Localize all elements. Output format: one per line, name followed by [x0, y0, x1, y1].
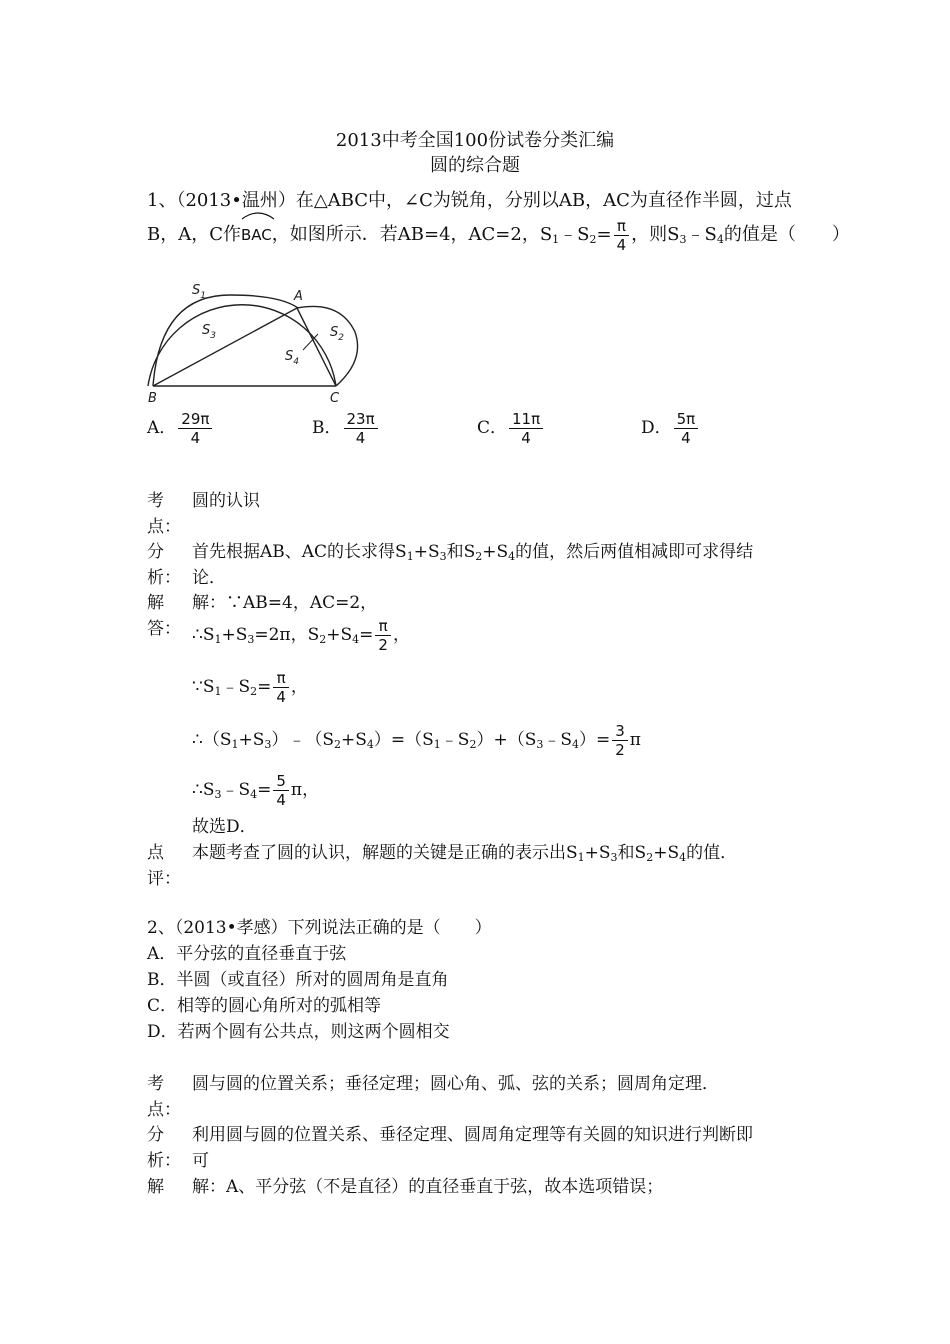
- q2-fenxi: 利用圆与圆的位置关系、垂径定理、圆周角定理等有关圆的知识进行判断即 可: [192, 1125, 753, 1171]
- label-c: C: [330, 391, 340, 406]
- q1-stem-line1: 1、（2013•温州）在△ABC中，∠C为锐角，分别以AB，AC为直径作半圆，过点: [147, 190, 792, 211]
- q1-option-d: D． $\frac{5\pi}{4}$: [641, 410, 700, 447]
- page-subtitle: 圆的综合题: [430, 155, 520, 176]
- q1-step1: 解：∵AB=4，AC=2，: [192, 593, 378, 613]
- page-title: 2013中考全国100份试卷分类汇编: [335, 130, 615, 151]
- label-a: A: [294, 289, 303, 304]
- q1-kaodian: 圆的认识: [192, 491, 260, 511]
- q1-step4: $\therefore(S_1+S_3)﹣(S_2+S_4)=(S_1﹣S_2)+(S_3﹣S_4)=$ $\frac{3}{2}$ π: [192, 722, 641, 759]
- q2-option-a: A．平分弦的直径垂直于弦: [147, 944, 347, 964]
- q1-option-a: A． $\frac{29\pi}{4}$: [147, 410, 214, 447]
- q1-step5: $\therefore S_3﹣S_4=$ $\frac{5}{4}$ π，: [192, 772, 320, 809]
- label-s2: $S_2$: [330, 325, 344, 343]
- q1-step6: 故选D．: [192, 817, 257, 837]
- label-s1: $S_1$: [192, 283, 206, 301]
- q1-stem-line2: B，A，C作 BAC，如图所示．若AB=4，AC=2，$S_1﹣S_2=$ $\frac{\pi}{4}$ ，则$S_3﹣S_4$的值是（ ）: [147, 216, 850, 254]
- q1-dianping: 本题考查了圆的认识，解题的关键是正确的表示出$S_1+S_3$和$S_2+S_4$的值．: [192, 843, 738, 864]
- q1-step2: $\therefore S_1+S_3=2\pi$，$S_2+S_4=$ $\frac{\pi}{2}$ ，: [192, 617, 410, 654]
- q1-dianping-label: 点 评：: [147, 843, 181, 889]
- arc-bac-symbol: BAC: [241, 216, 272, 250]
- q2-kaodian: 圆与圆的位置关系；垂径定理；圆心角、弧、弦的关系；圆周角定理．: [192, 1074, 719, 1094]
- label-s3: $S_3$: [202, 323, 216, 341]
- q2-fenxi-label: 分 析：: [147, 1125, 181, 1171]
- label-b: B: [148, 391, 157, 406]
- fraction-pi-over-4: $\frac{\pi}{4}$: [614, 217, 630, 254]
- q2-option-c: C．相等的圆心角所对的弧相等: [147, 996, 382, 1016]
- q2-option-d: D．若两个圆有公共点，则这两个圆相交: [147, 1022, 450, 1042]
- q2-jieda-label: 解: [147, 1177, 164, 1197]
- q1-jieda-label: 解 答：: [147, 593, 181, 639]
- q2-jieda: 解：A、平分弦（不是直径）的直径垂直于弦，故本选项错误；: [192, 1177, 664, 1197]
- q1-kaodian-label: 考 点：: [147, 491, 181, 537]
- q1-fenxi-label: 分 析：: [147, 542, 181, 588]
- geometry-figure: [140, 260, 380, 410]
- q2-kaodian-label: 考 点：: [147, 1074, 181, 1120]
- q1-option-b: B． $\frac{23\pi}{4}$: [312, 410, 380, 447]
- q2-option-b: B．半圆（或直径）所对的圆周角是直角: [147, 970, 449, 990]
- label-s4: $S_4$: [285, 349, 299, 367]
- q1-option-c: C． $\frac{11\pi}{4}$: [477, 410, 545, 447]
- q2-stem: 2、（2013•孝感）下列说法正确的是（ ）: [147, 918, 492, 938]
- q1-fenxi: 首先根据AB、AC的长求得$S_1+S_3$和$S_2+S_4$的值，然后两值相减即可求得结 论．: [192, 542, 754, 588]
- q1-step3: $\because S_1﹣S_2=$ $\frac{\pi}{4}$ ，: [192, 669, 308, 706]
